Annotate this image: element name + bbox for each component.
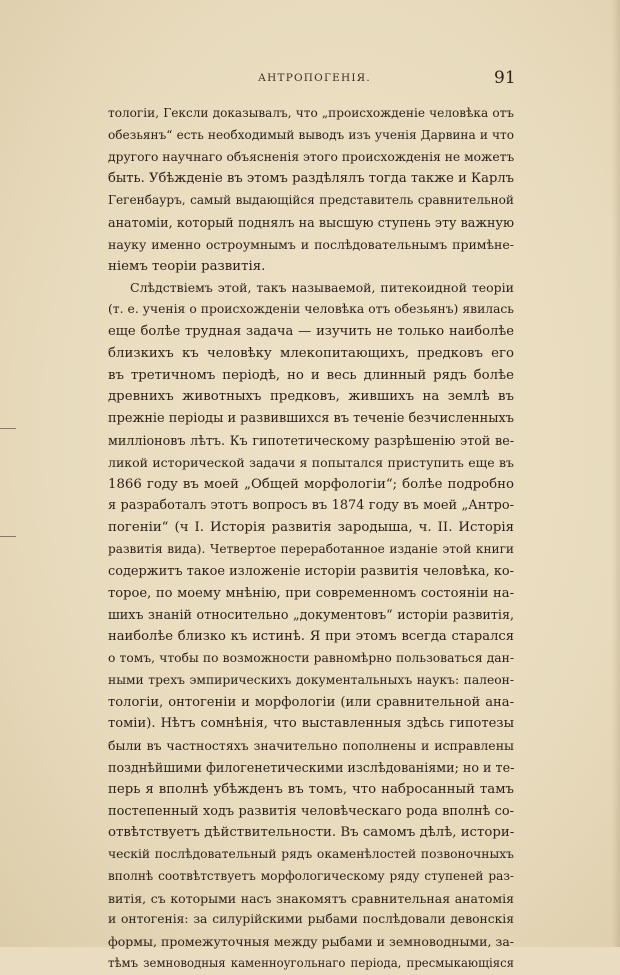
text-line: прежніе періоды и развившихся въ теченіе безчисленныхъ xyxy=(108,411,514,427)
text-line: (т. е. ученія о происхожденіи человѣка отъ обезьянъ) явилась xyxy=(108,302,514,317)
text-line: формы, промежуточныя между рыбами и земноводными, за- xyxy=(108,934,514,950)
text-line: науку именно остроумнымъ и послѣдовательнымъ примѣне- xyxy=(108,236,514,252)
text-line: ликой исторической задачи я попытался приступить еще въ xyxy=(108,454,514,470)
text-line: другого научнаго объясненія этого происхожденія не можетъ xyxy=(108,149,515,164)
text-line: близкихъ къ человѣку млекопитающихъ, предковъ его xyxy=(108,345,514,361)
text-line: ческій послѣдовательный рядъ окаменѣлостей позвоночныхъ xyxy=(108,847,514,862)
text-line: отвѣтствуетъ дѣйствительности. Въ самомъ дѣлѣ, истори- xyxy=(108,825,515,841)
text-line: развитія вида). Четвертое переработанное изданіе этой книги xyxy=(108,541,514,556)
page-edge-shadow xyxy=(612,0,620,947)
text-line: наиболѣе близко къ истинѣ. Я при этомъ всегда старался xyxy=(108,629,514,645)
text-line: Слѣдствіемъ этой, такъ называемой, питекоидной теоріи xyxy=(130,280,514,296)
text-line: Гегенбауръ, самый выдающійся представитель сравнительной xyxy=(108,193,514,208)
text-line: шихъ знаній относительно „документовъ“ исторіи развитія, xyxy=(108,607,514,623)
page-number: 91 xyxy=(494,68,516,88)
text-line: тологіи, Гексли доказывалъ, что „происхожденіе человѣка отъ xyxy=(108,106,514,120)
margin-mark xyxy=(0,428,16,429)
text-line: погеніи“ (ч I. Исторія развитія зародыша, ч. II. Исторія xyxy=(108,520,514,536)
text-line: я разработалъ этотъ вопросъ въ 1874 году въ моей „Антро- xyxy=(108,498,514,514)
text-line: въ третичномъ періодѣ, но и весь длинный рядъ болѣе xyxy=(108,367,514,383)
text-line: 1866 году въ моей „Общей морфологіи“; болѣе подробно xyxy=(108,476,514,492)
text-line: древнихъ животныхъ предковъ, жившихъ на землѣ въ xyxy=(108,389,514,405)
text-line: о томъ, чтобы по возможности равномѣрно пользоваться дан- xyxy=(108,650,514,665)
text-line: ными трехъ эмпирическихъ документальныхъ наукъ: палеон- xyxy=(108,672,514,687)
text-line: и онтогенія: за силурійскими рыбами послѣдовали девонскія xyxy=(108,912,514,927)
text-line: витія, съ которыми насъ знакомятъ сравнительная анатомія xyxy=(108,890,514,906)
text-line: позднѣйшими филогенетическими изслѣдованіями; но и те- xyxy=(108,759,515,775)
text-line: быть. Убѣжденіе въ этомъ раздѣлялъ тогда также и Карлъ xyxy=(108,171,514,187)
text-line: томіи). Нѣтъ сомнѣнія, что выставленныя здѣсь гипотезы xyxy=(108,716,514,732)
text-line: вполнѣ соотвѣтствуетъ морфологическому ряду ступеней раз- xyxy=(108,868,514,883)
text-line: торое, по моему мнѣнію, при современномъ состояніи на- xyxy=(108,585,514,601)
text-line: перь я вполнѣ убѣжденъ въ томъ, что набросанный тамъ xyxy=(108,781,514,797)
text-line: содержитъ такое изложеніе исторіи развитія человѣка, ко- xyxy=(108,563,514,579)
text-line: ніемъ теоріи развитія. xyxy=(108,258,266,274)
body-text xyxy=(108,103,514,975)
text-line: анатоміи, который поднялъ на высшую ступень эту важную xyxy=(108,214,514,230)
text-line: милліоновъ лѣтъ. Къ гипотетическому разрѣшенію этой ве- xyxy=(108,432,514,448)
text-line: тѣмъ земноводныя каменноугольнаго періода, пресмыкающіяся xyxy=(108,956,514,971)
text-line: тологіи, онтогеніи и морфологіи (или сравнительной ана- xyxy=(108,694,514,710)
text-line: постепенный ходъ развитія человѣческаго рода вполнѣ со- xyxy=(108,803,514,819)
text-line: обезьянъ“ есть необходимый выводъ изъ ученія Дарвина и что xyxy=(108,127,514,142)
text-line: были въ частностяхъ значительно пополнены и исправлены xyxy=(108,738,514,754)
page-header xyxy=(0,70,620,90)
text-line: еще болѣе трудная задача — изучить не только наиболѣе xyxy=(108,323,514,339)
running-title: АНТРОПОГЕНІЯ. xyxy=(258,72,371,84)
margin-mark xyxy=(0,536,16,537)
